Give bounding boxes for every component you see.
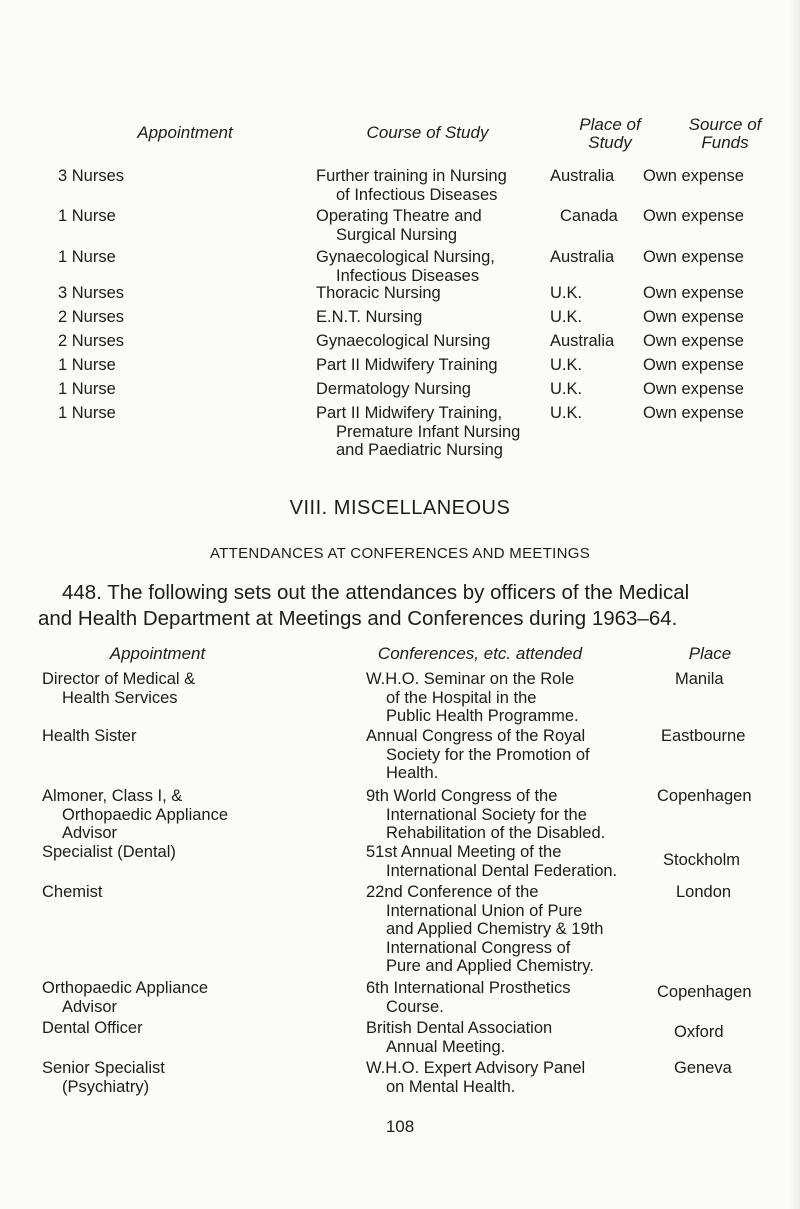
- t1-source: Own expense: [643, 380, 744, 398]
- t2-conference: 22nd Conference of the International Union of Pure and Applied Chemistry & 19th International Congress of Pure and Applied Chemistry.: [366, 883, 604, 975]
- t1-source: Own expense: [643, 284, 744, 302]
- t2-place: Oxford: [674, 1023, 724, 1041]
- t1-appointment: 2 Nurses: [58, 308, 125, 326]
- t1-course: Part II Midwifery Training, Premature Infant Nursing and Paediatric Nursing: [316, 404, 521, 459]
- t1-place: Canada: [560, 207, 618, 225]
- t1-course: Operating Theatre and Surgical Nursing: [316, 207, 482, 244]
- t1-source: Own expense: [643, 207, 744, 225]
- t2-conference: 6th International Prosthetics Course.: [366, 979, 571, 1016]
- t1-appointment: 1 Nurse: [58, 248, 116, 266]
- t2-appointment: Specialist (Dental): [42, 843, 176, 861]
- t1-source: Own expense: [643, 248, 744, 266]
- t2-conference: W.H.O. Expert Advisory Panel on Mental Health.: [366, 1059, 586, 1096]
- t2-header-conferences: Conferences, etc. attended: [377, 644, 583, 663]
- t1-appointment: 1 Nurse: [58, 356, 116, 374]
- t1-course: Further training in Nursing of Infectious Diseases: [316, 167, 507, 204]
- t2-conference: 51st Annual Meeting of the International Dental Federation.: [366, 843, 618, 880]
- t1-source: Own expense: [643, 356, 744, 374]
- t1-place: U.K.: [550, 404, 583, 422]
- t2-header-appointment: Appointment: [109, 644, 206, 663]
- t1-place: Australia: [550, 248, 615, 266]
- t2-place: Manila: [675, 670, 724, 688]
- t1-header-place: Place of Study: [579, 115, 641, 152]
- t1-source: Own expense: [643, 167, 744, 185]
- t2-place: Geneva: [674, 1059, 732, 1077]
- t1-header-appointment: Appointment: [137, 123, 233, 142]
- t2-conference: W.H.O. Seminar on the Role of the Hospital in the Public Health Programme.: [366, 670, 579, 725]
- t1-appointment: 3 Nurses: [58, 167, 125, 185]
- t2-header-place: Place: [688, 644, 732, 663]
- t2-appointment: Senior Specialist (Psychiatry): [42, 1059, 165, 1096]
- t1-source: Own expense: [643, 404, 744, 422]
- t2-appointment: Dental Officer: [42, 1019, 143, 1037]
- t1-appointment: 1 Nurse: [58, 380, 116, 398]
- t2-place: Eastbourne: [661, 727, 746, 745]
- t2-conference: British Dental Association Annual Meeting.: [366, 1019, 553, 1056]
- t1-source: Own expense: [643, 308, 744, 326]
- t1-place: U.K.: [550, 356, 583, 374]
- t1-place: U.K.: [550, 380, 583, 398]
- t2-appointment: Orthopaedic Appliance Advisor: [42, 979, 209, 1016]
- t2-place: Stockholm: [663, 851, 741, 869]
- t1-course: Thoracic Nursing: [316, 284, 441, 302]
- t2-appointment: Chemist: [42, 883, 103, 901]
- section-subtitle: ATTENDANCES AT CONFERENCES AND MEETINGS: [209, 545, 591, 562]
- t1-header-source: Source of Funds: [688, 115, 762, 152]
- t1-course: Part II Midwifery Training: [316, 356, 498, 374]
- t2-place: Copenhagen: [657, 787, 752, 805]
- page-edge-shadow: [788, 0, 800, 1209]
- t1-place: U.K.: [550, 308, 583, 326]
- section-title: VIII. MISCELLANEOUS: [289, 497, 511, 519]
- t1-header-course: Course of Study: [366, 123, 489, 142]
- t1-appointment: 2 Nurses: [58, 332, 125, 350]
- t1-course: Gynaecological Nursing: [316, 332, 491, 350]
- t1-appointment: 1 Nurse: [58, 207, 116, 225]
- intro-paragraph: 448. The following sets out the attendances by officers of the Medical and Health Department at Meetings and Conferences during 1963–64.: [38, 581, 690, 630]
- t1-source: Own expense: [643, 332, 744, 350]
- t2-conference: Annual Congress of the Royal Society for the Promotion of Health.: [366, 727, 590, 782]
- t2-appointment: Health Sister: [42, 727, 137, 745]
- t1-place: U.K.: [550, 284, 583, 302]
- t1-appointment: 1 Nurse: [58, 404, 116, 422]
- t1-course: E.N.T. Nursing: [316, 308, 423, 326]
- t1-course: Dermatology Nursing: [316, 380, 471, 398]
- t2-appointment: Almoner, Class I, & Orthopaedic Appliance Advisor: [42, 787, 229, 842]
- t2-place: Copenhagen: [657, 983, 752, 1001]
- t1-appointment: 3 Nurses: [58, 284, 125, 302]
- t1-place: Australia: [550, 332, 615, 350]
- t2-place: London: [676, 883, 732, 901]
- t1-place: Australia: [550, 167, 615, 185]
- t1-course: Gynaecological Nursing, Infectious Diseases: [316, 248, 495, 285]
- t2-appointment: Director of Medical & Health Services: [42, 670, 196, 707]
- t2-conference: 9th World Congress of the International Society for the Rehabilitation of the Disabled.: [366, 787, 606, 842]
- page-number: 108: [385, 1117, 415, 1136]
